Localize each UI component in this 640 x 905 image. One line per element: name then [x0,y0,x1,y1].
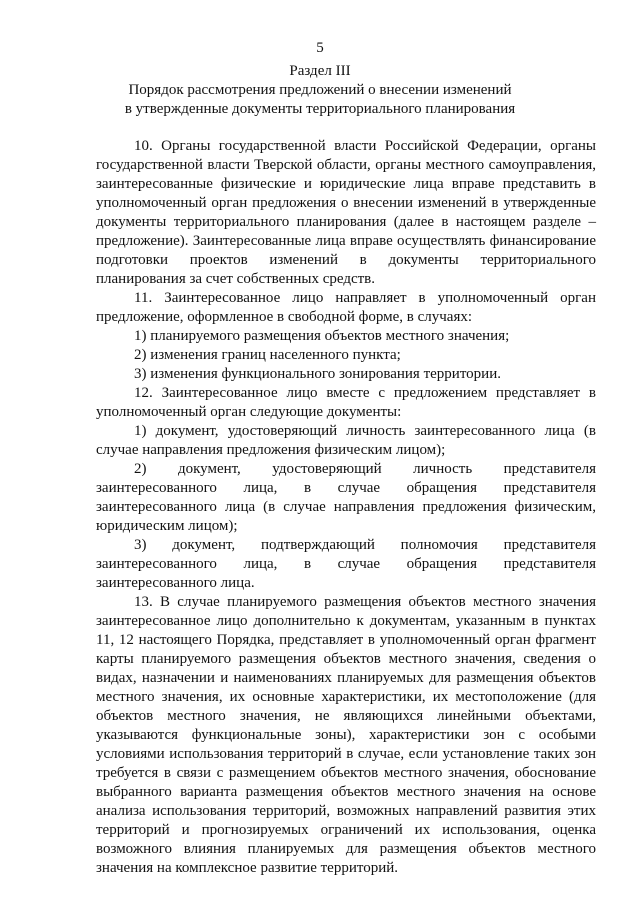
section-title-line-2: в утвержденные документы территориального планирования [124,101,516,117]
paragraph-11-item-3: 3) изменения функционального зонирования территории. [134,366,501,382]
section-header [60,62,580,119]
section-label: Раздел III [289,63,351,79]
paragraph-13: 13. В случае планируемого размещения объектов местного значения заинтересованное лицо дополнительно к документам, указанным в пунктах 11, 12 настоящего Порядка, представляет в уполномоченный орган фрагмент карты планируемого размещения объектов местного значения, сведения о видах, назначении и наименованиях планируемых для размещения объектов местного значения, их основные характеристики, их местоположение (для объектов местного значения, не являющихся линейными объектами, указываются функциональные зоны), характеристики зон с особыми условиями использования территорий в случае, если установление таких зон требуется в связи с размещением объектов местного значения, обоснование выбранного варианта размещения объектов местного значения на основе анализа использования территорий, возможных направлений развития этих территорий и прогнозируемых ограничений их использования, оценка возможного влияния планируемых для размещения объектов местного значения на комплексное развитие территорий. [96,594,596,876]
paragraph-10: 10. Органы государственной власти Российской Федерации, органы государственной власти Тверской области, органы местного самоуправления, заинтересованные физические и юридические лица вправе представить в уполномоченный орган предложения о внесении изменений в утвержденные документы территориального планирования (далее в настоящем разделе – предложение). Заинтересованные лица вправе осуществлять финансирование подготовки проектов изменений в документы территориального планирования за счет собственных средств. [96,138,596,287]
paragraph-12-item-2: 2) документ, удостоверяющий личность представителя заинтересованного лица, в случае обращения представителя заинтересованного лица (в случае направления предложения физическим, юридическим лицом); [96,461,596,534]
paragraph-11-item-1: 1) планируемого размещения объектов местного значения; [134,328,510,344]
document-body [96,137,596,878]
page-number: 5 [316,40,324,56]
section-title-line-1: Порядок рассмотрения предложений о внесении изменений [128,82,512,98]
paragraph-11-item-2: 2) изменения границ населенного пункта; [134,347,401,363]
paragraph-12: 12. Заинтересованное лицо вместе с предложением представляет в уполномоченный орган следующие документы: [96,385,596,420]
paragraph-11: 11. Заинтересованное лицо направляет в уполномоченный орган предложение, оформленное в свободной форме, в случаях: [96,290,596,325]
paragraph-12-item-3: 3) документ, подтверждающий полномочия представителя заинтересованного лица, в случае обращения представителя заинтересованного лица. [96,537,596,591]
paragraph-12-item-1: 1) документ, удостоверяющий личность заинтересованного лица (в случае направления предложения физическим лицом); [96,423,596,458]
